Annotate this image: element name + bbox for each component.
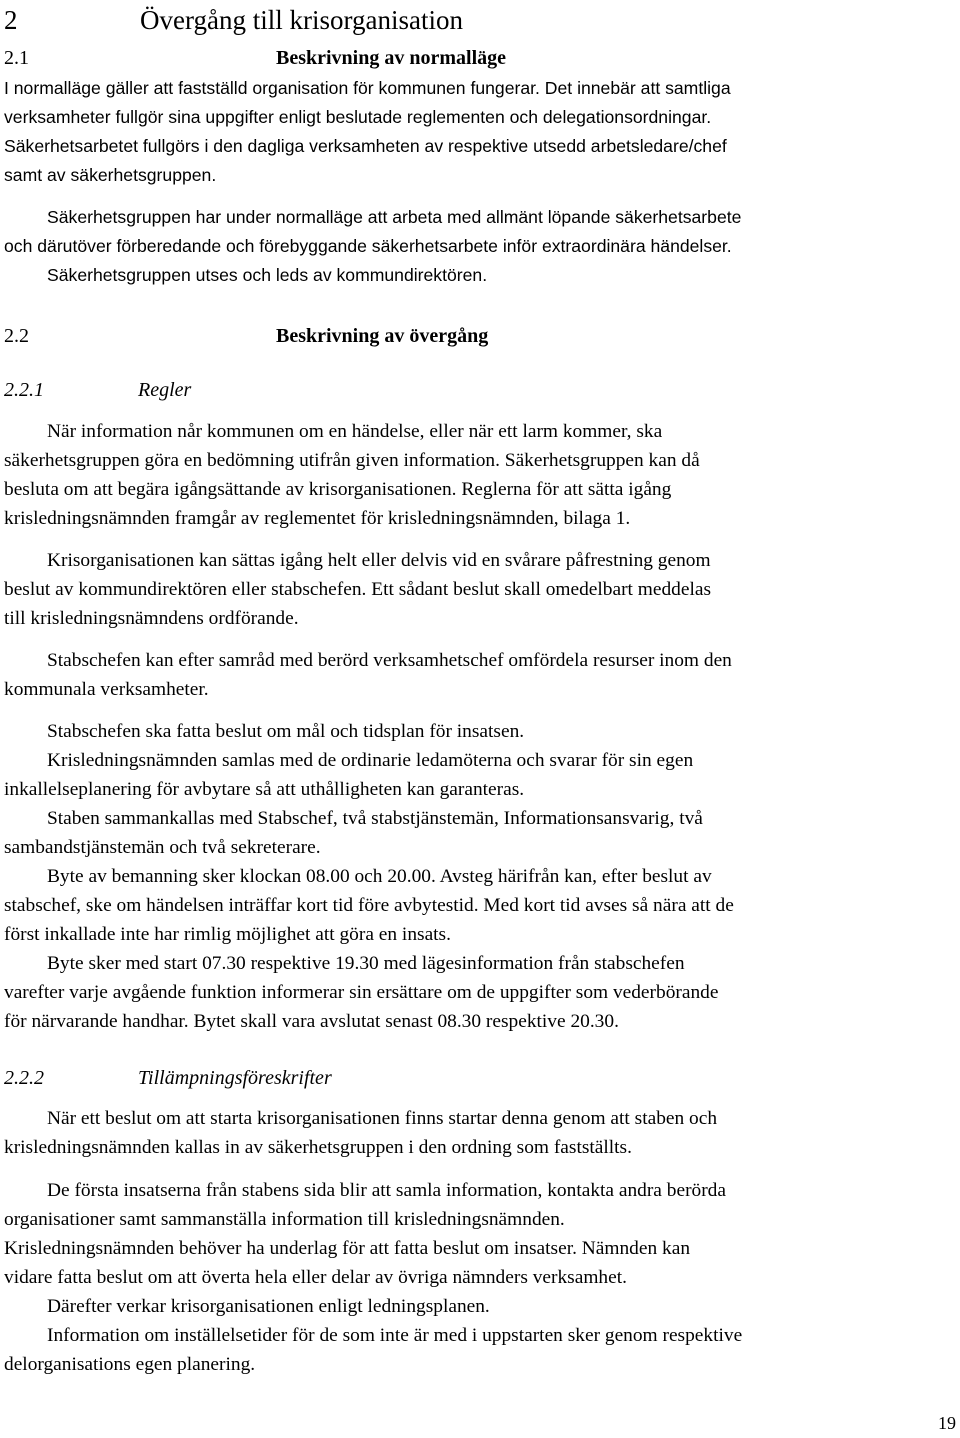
text-line: besluta om att begära igångsättande av krisorganisationen. Reglerna för att sätta igång bbox=[4, 479, 672, 500]
text-line: kommunala verksamheter. bbox=[4, 679, 209, 700]
page-number: 19 bbox=[938, 1413, 956, 1433]
text-line: Byte sker med start 07.30 respektive 19.30 med lägesinformation från stabschefen bbox=[47, 953, 685, 974]
paragraph-regulations-2 bbox=[4, 1176, 954, 1379]
subsection-title: Regler bbox=[138, 379, 192, 401]
text-line: och därutöver förberedande och förebyggande säkerhetsarbete inför extraordinära händelser. bbox=[4, 236, 732, 256]
section-number: 2.1 bbox=[4, 47, 29, 69]
paragraph-rules-1 bbox=[4, 417, 954, 533]
paragraph-rules-2 bbox=[4, 546, 954, 633]
subsection-title: Tillämpningsföreskrifter bbox=[138, 1067, 332, 1089]
text-line: Säkerhetsgruppen utses och leds av kommundirektören. bbox=[47, 265, 488, 285]
text-line: Krisorganisationen kan sättas igång helt eller delvis vid en svårare påfrestning genom bbox=[47, 550, 711, 571]
text-line: organisationer samt sammanställa information till krisledningsnämnden. bbox=[4, 1209, 565, 1230]
paragraph-rules-4 bbox=[4, 717, 954, 1036]
section-title: Beskrivning av normalläge bbox=[276, 47, 507, 69]
text-line: När ett beslut om att starta krisorganisationen finns startar denna genom att staben och bbox=[47, 1108, 718, 1129]
paragraph-regulations-1 bbox=[4, 1104, 954, 1162]
text-line: för närvarande handhar. Bytet skall vara avslutat senast 08.30 respektive 20.30. bbox=[4, 1011, 619, 1032]
text-line: beslut av kommundirektören eller stabschefen. Ett sådant beslut skall omedelbart meddelas bbox=[4, 579, 712, 600]
text-line: stabschef, ske om händelsen inträffar kort tid före avbytestid. Med kort tid avses så nära att de bbox=[4, 895, 734, 916]
text-line: vidare fatta beslut om att överta hela eller delar av övriga nämnders verksamhet. bbox=[4, 1267, 627, 1288]
text-line: Information om inställelsetider för de som inte är med i uppstarten sker genom respektive bbox=[47, 1325, 743, 1346]
text-line: först inkallade inte har rimlig möjlighet att göra en insats. bbox=[4, 924, 451, 945]
text-line: Krisledningsnämnden samlas med de ordinarie ledamöterna och svarar för sin egen bbox=[47, 750, 694, 771]
section-title: Beskrivning av övergång bbox=[276, 325, 489, 347]
subsection-number: 2.2.1 bbox=[4, 379, 44, 401]
text-line: Byte av bemanning sker klockan 08.00 och 20.00. Avsteg härifrån kan, efter beslut av bbox=[47, 866, 712, 887]
text-line: till krisledningsnämndens ordförande. bbox=[4, 608, 299, 629]
chapter-number: 2 bbox=[4, 5, 18, 35]
section-number: 2.2 bbox=[4, 325, 29, 347]
text-line: Säkerhetsarbetet fullgörs i den dagliga verksamheten av respektive utsedd arbetsledare/chef bbox=[4, 136, 727, 156]
text-line: sambandstjänstemän och två sekreterare. bbox=[4, 837, 321, 858]
text-line: Krisledningsnämnden behöver ha underlag för att fatta beslut om insatser. Nämnden kan bbox=[4, 1238, 691, 1259]
text-line: verksamheter fullgör sina uppgifter enligt beslutade reglementen och delegationsordningar. bbox=[4, 107, 712, 127]
text-line: Stabschefen ska fatta beslut om mål och tidsplan för insatsen. bbox=[47, 721, 525, 742]
chapter-title: Övergång till krisorganisation bbox=[140, 5, 463, 35]
text-line: I normalläge gäller att fastställd organisation för kommunen fungerar. Det innebär att samtliga bbox=[4, 78, 731, 98]
text-line: När information når kommunen om en händelse, eller när ett larm kommer, ska bbox=[47, 421, 663, 442]
text-line: Staben sammankallas med Stabschef, två stabstjänstemän, Informationsansvarig, två bbox=[47, 808, 703, 829]
paragraph-rules-3 bbox=[4, 646, 954, 704]
text-line: säkerhetsgruppen göra en bedömning utifrån given information. Säkerhetsgruppen kan då bbox=[4, 450, 700, 471]
text-line: varefter varje avgående funktion informerar sin ersättare om de uppgifter som vederbörande bbox=[4, 982, 719, 1003]
paragraph-normal-state bbox=[4, 74, 954, 190]
text-line: samt av säkerhetsgruppen. bbox=[4, 165, 217, 185]
subsection-number: 2.2.2 bbox=[4, 1067, 44, 1089]
text-line: krisledningsnämnden framgår av reglementet för krisledningsnämnden, bilaga 1. bbox=[4, 508, 631, 529]
text-line: Därefter verkar krisorganisationen enligt ledningsplanen. bbox=[47, 1296, 490, 1317]
text-line: Säkerhetsgruppen har under normalläge att arbeta med allmänt löpande säkerhetsarbete bbox=[47, 207, 742, 227]
text-line: De första insatserna från stabens sida blir att samla information, kontakta andra berörda bbox=[47, 1180, 726, 1201]
text-line: delorganisations egen planering. bbox=[4, 1354, 256, 1375]
text-line: krisledningsnämnden kallas in av säkerhetsgruppen i den ordning som fastställts. bbox=[4, 1137, 632, 1158]
paragraph-security-group bbox=[4, 203, 954, 290]
text-line: inkallelseplanering för avbytare så att uthålligheten kan garanteras. bbox=[4, 779, 525, 800]
text-line: Stabschefen kan efter samråd med berörd verksamhetschef omfördela resurser inom den bbox=[47, 650, 732, 671]
